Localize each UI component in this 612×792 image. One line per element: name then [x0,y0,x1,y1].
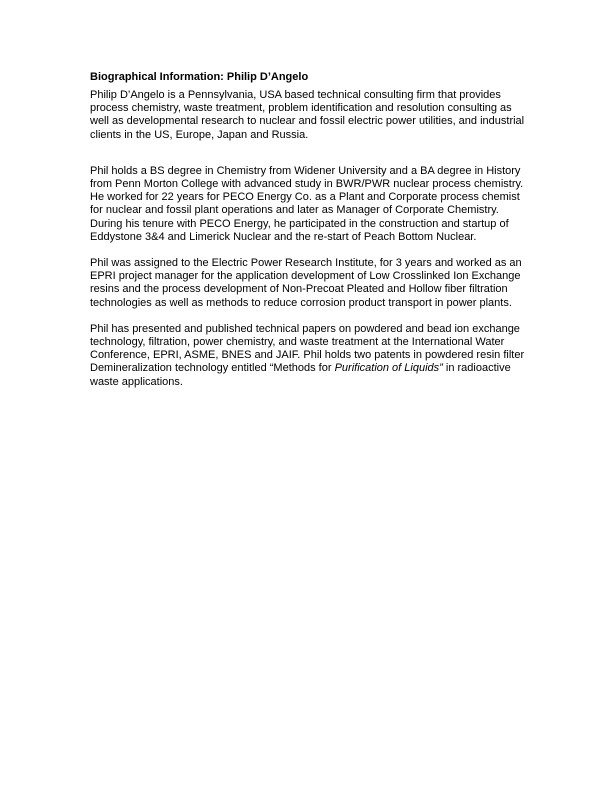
paragraph-4-text-end: in radioactive waste applications. [90,362,511,388]
page-title: Biographical Information: Philip D’Angelo [90,71,309,83]
paragraph-publications-patents [90,323,530,389]
paragraph-epri-assignment: Phil was assigned to the Electric Power Research Institute, for 3 years and worked as an EPRI project manager for the application development of Low Crosslinked Ion Exchange resins and the process development of Non-Precoat Pleated and Hollow fiber filtration technologies as well as methods to reduce corrosion product transport in power plants. [90,257,522,309]
paragraph-company-overview: Philip D’Angelo is a Pennsylvania, USA based technical consulting firm that provides process chemistry, waste treatment, problem identification and resolution consulting as well as developmental research to nuclear and fossil electric power utilities, and industrial clients in the US, Europe, Japan and Russia. [90,89,525,141]
paragraph-4-text-start: Phil has presented and published technical papers on powdered and bead ion exchange technology, filtration, power chemistry, and waste treatment at the International Water Conference, EPRI, ASME, BNES and JAIF. Phil holds two patents in powdered resin filter Demineralization technology entitled “Methods for [90,322,525,375]
paragraph-education-career: Phil holds a BS degree in Chemistry from Widener University and a BA degree in History from Penn Morton College with advanced study in BWR/PWR nuclear process chemistry. He worked for 22 years for PECO Energy Co. as a Plant and Corporate process chemist for nuclear and fossil plant operations and later as Manager of Corporate Chemistry. During his tenure with PECO Energy, he participated in the construction and startup of Eddystone 3&4 and Limerick Nuclear and the re-start of Peach Bottom Nuclear. [90,164,524,243]
patent-title-italic: Purification of Liquids” [334,362,443,375]
document-page [90,70,530,389]
